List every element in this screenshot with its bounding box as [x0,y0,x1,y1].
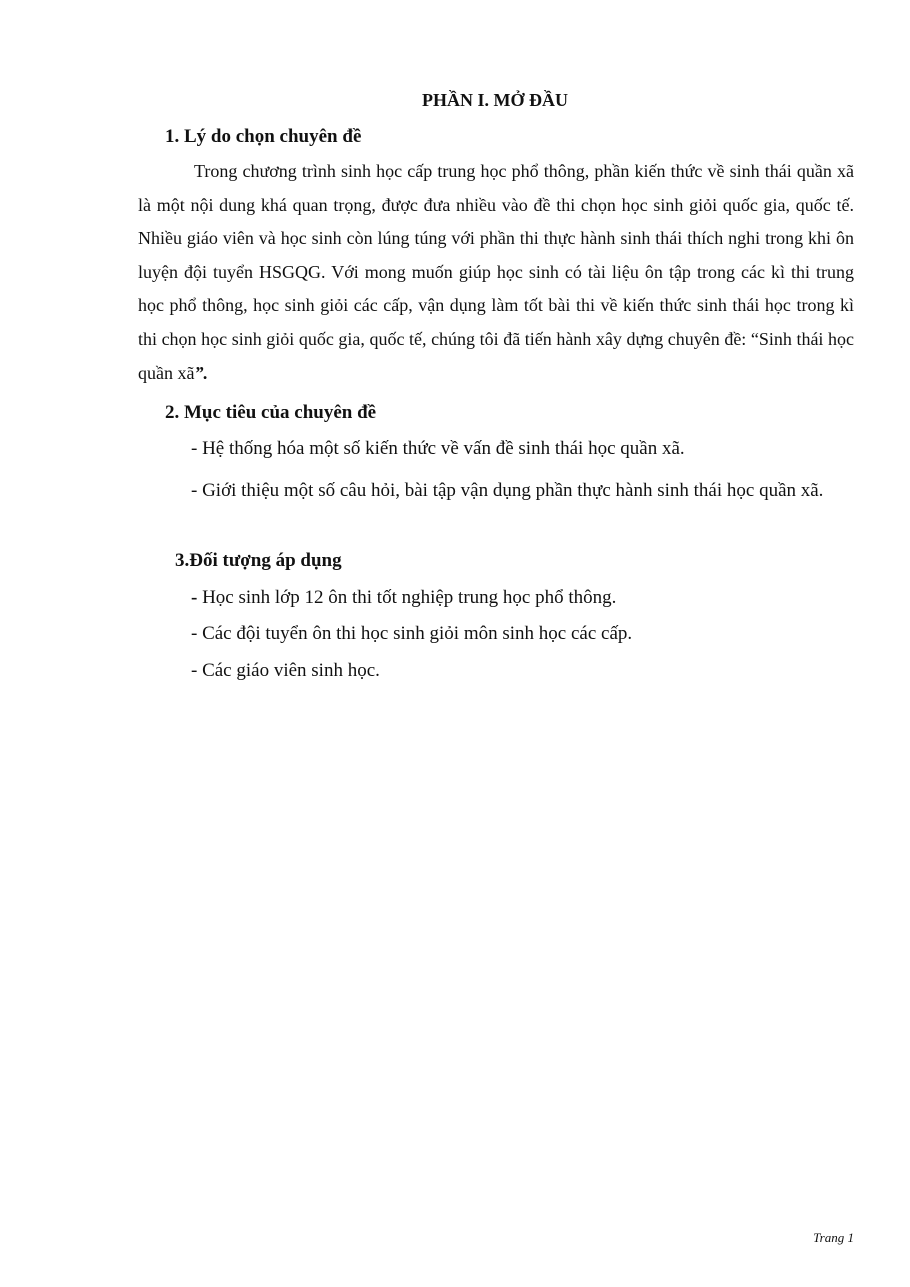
section-1-paragraph-text: Trong chương trình sinh học cấp trung học phổ thông, phần kiến thức về sinh thái quần xã là một nội dung khá quan trọng, được đưa nhiều vào đề thi chọn học sinh giỏi quốc gia, quốc tế. Nhiều giáo viên và học sinh còn lúng túng với phần thi thực hành sinh thái thích nghi trong khi ôn luyện đội tuyển HSGQG. Với mong muốn giúp học sinh có tài liệu ôn tập trong các kì thi trung học phổ thông, học sinh giỏi các cấp, vận dụng làm tốt bài thi về kiến thức sinh thái học trong kì thi chọn học sinh giỏi quốc gia, quốc tế, chúng tôi đã tiến hành xây dựng chuyên đề: “Sinh thái học quần xã [138,161,854,383]
page-title: PHẦN I. MỞ ĐẦU [422,90,568,110]
section-3-item-1 [191,586,616,610]
section-1-heading: 1. Lý do chọn chuyên đề [165,126,362,147]
section-1-paragraph [138,155,854,390]
section-2-item-2: - Giới thiệu một số câu hỏi, bài tập vận dụng phần thực hành sinh thái học quần xã. [191,480,824,501]
section-3-item-1-text: Học sinh lớp 12 ôn thi tốt nghiệp trung học phổ thông. [197,587,617,608]
section-3-item-2: - Các đội tuyển ôn thi học sinh giỏi môn sinh học các cấp. [191,623,633,644]
section-2-heading: 2. Mục tiêu của chuyên đề [165,402,377,423]
section-2-item-1: - Hệ thống hóa một số kiến thức về vấn đề sinh thái học quần xã. [191,438,685,459]
page-number: Trang 1 [813,1230,854,1245]
section-3-item-1-dash: - [191,587,198,608]
section-1-paragraph-end: ”. [194,362,208,383]
section-3-item-3: - Các giáo viên sinh học. [191,660,380,681]
section-3-heading: 3.Đối tượng áp dụng [175,550,342,571]
